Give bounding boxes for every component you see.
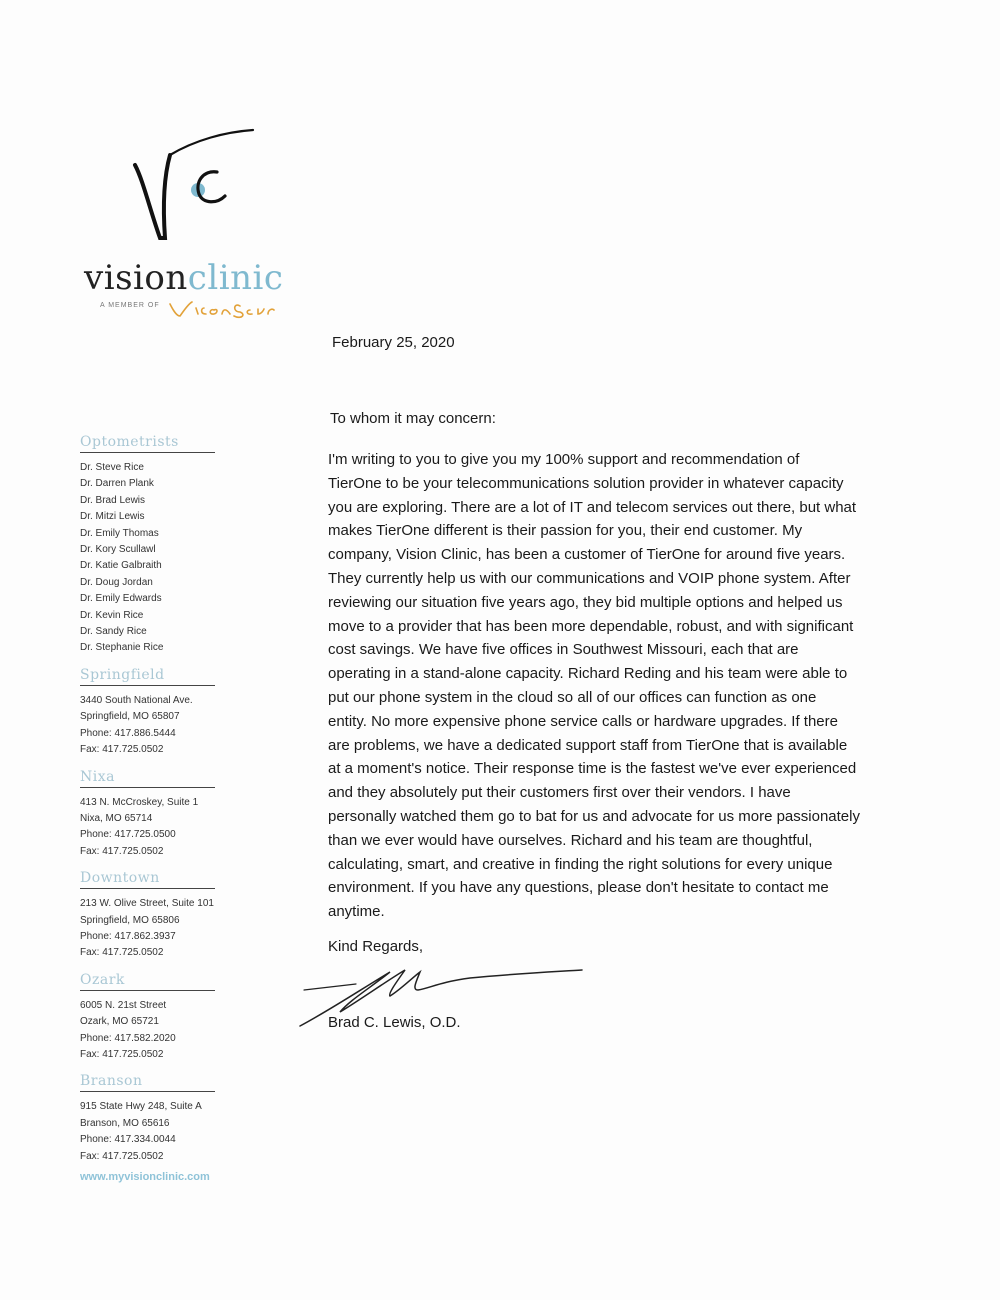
- list-item: Nixa, MO 65714: [80, 812, 153, 824]
- list-item: Phone: 417.886.5444: [80, 727, 176, 739]
- list-item: 413 N. McCroskey, Suite 1: [80, 796, 199, 808]
- section-heading: Optometrists: [80, 434, 215, 453]
- body-line: at a moment's notice. Their response time is the fastest we've ever experienced: [328, 760, 857, 778]
- list-item: Phone: 417.334.0044: [80, 1134, 176, 1146]
- body-line: TierOne to be your telecommunications solution provider in whatever capacity: [328, 474, 844, 492]
- body-line: reviewing our situation five years ago, they bid multiple options and helped us: [328, 593, 843, 611]
- body-line: company, Vision Clinic, has been a customer of TierOne for around five years.: [328, 546, 846, 564]
- section-heading: Branson: [80, 1073, 215, 1092]
- section-ozark: [80, 972, 220, 1064]
- body-line: put our phone system in the cloud so all of our offices can function as one: [328, 688, 817, 706]
- section-nixa: [80, 769, 220, 861]
- list-item: Fax: 417.725.0502: [80, 744, 164, 756]
- list-item: Fax: 417.725.0502: [80, 1048, 164, 1060]
- body-line: cost savings. We have five offices in Southwest Missouri, each that are: [328, 641, 799, 659]
- vision-source-logo-icon: [168, 298, 278, 320]
- section-optometrists: [80, 434, 220, 657]
- letter-date: February 25, 2020: [332, 334, 455, 351]
- body-line: calculating, smart, and creative in finding the right solutions for every unique: [328, 855, 833, 873]
- list-item: Fax: 417.725.0502: [80, 947, 164, 959]
- list-item: Branson, MO 65616: [80, 1117, 170, 1129]
- list-item: Dr. Sandy Rice: [80, 626, 147, 638]
- brand-name-part1: vision: [84, 258, 188, 298]
- list-item: Phone: 417.862.3937: [80, 930, 176, 942]
- section-downtown: [80, 870, 220, 962]
- list-item: Dr. Steve Rice: [80, 462, 144, 473]
- letter-body: [328, 448, 924, 924]
- body-line: anytime.: [328, 903, 385, 921]
- brand-wordmark: [84, 258, 283, 298]
- list-item: Springfield, MO 65807: [80, 711, 180, 723]
- list-item: 3440 South National Ave.: [80, 694, 193, 706]
- list-item: Springfield, MO 65806: [80, 914, 180, 926]
- list-item: Fax: 417.725.0502: [80, 1150, 164, 1162]
- body-line: and they absolutely put their customers first over their vendors. I have: [328, 784, 791, 802]
- body-line: makes TierOne different is their passion for you, their end customer. My: [328, 522, 803, 540]
- list-item: Dr. Katie Galbraith: [80, 560, 162, 572]
- list-item: 213 W. Olive Street, Suite 101: [80, 898, 214, 910]
- section-heading: Ozark: [80, 972, 215, 991]
- list-item: 6005 N. 21st Street: [80, 999, 167, 1011]
- body-line: than we ever would have ourselves. Richard and his team are thoughtful,: [328, 831, 813, 849]
- brand-name-part2: clinic: [187, 258, 284, 298]
- list-item: Ozark, MO 65721: [80, 1016, 159, 1028]
- list-item: Dr. Emily Edwards: [80, 593, 162, 605]
- list-item: Dr. Darren Plank: [80, 478, 154, 490]
- body-line: environment. If you have any questions, please don't hesitate to contact me: [328, 879, 829, 897]
- list-item: Dr. Emily Thomas: [80, 527, 159, 539]
- body-line: I'm writing to you to give you my 100% support and recommendation of: [328, 451, 800, 468]
- section-branson: [80, 1073, 220, 1165]
- list-item: Dr. Stephanie Rice: [80, 642, 164, 654]
- office-directory-sidebar: [80, 434, 220, 1183]
- body-line: They currently help us with our communications and VOIP phone system. After: [328, 569, 851, 587]
- section-heading: Springfield: [80, 667, 215, 686]
- list-item: Dr. Mitzi Lewis: [80, 511, 145, 523]
- body-line: you are exploring. There are a lot of IT and telecom services out there, but what: [328, 498, 857, 516]
- body-line: personally watched them go to bat for us and advocate for us more passionately: [328, 807, 860, 825]
- list-item: Phone: 417.582.2020: [80, 1032, 176, 1044]
- section-heading: Nixa: [80, 769, 215, 788]
- body-line: entity. No more expensive phone service calls or hardware upgrades. If there: [328, 712, 838, 730]
- website-link[interactable]: www.myvisionclinic.com: [80, 1171, 210, 1183]
- letter-salutation: To whom it may concern:: [330, 410, 496, 427]
- list-item: Dr. Doug Jordan: [80, 576, 153, 588]
- list-item: Dr. Brad Lewis: [80, 494, 146, 506]
- letter-closing: Kind Regards,: [328, 938, 424, 955]
- body-line: are problems, we have a dedicated support staff from TierOne that is available: [328, 736, 848, 754]
- member-of-label: A MEMBER OF: [100, 302, 160, 309]
- list-item: Fax: 417.725.0502: [80, 845, 164, 857]
- letter-signer: Brad C. Lewis, O.D.: [328, 1014, 461, 1031]
- body-line: move to a provider that has been more dependable, robust, and with significant: [328, 617, 854, 635]
- list-item: 915 State Hwy 248, Suite A: [80, 1101, 202, 1113]
- vision-clinic-logo-icon: [125, 120, 265, 250]
- list-item: Phone: 417.725.0500: [80, 829, 176, 841]
- section-springfield: [80, 667, 220, 759]
- body-line: operating in a stand-alone capacity. Richard Reding and his team were able to: [328, 665, 848, 683]
- list-item: Dr. Kevin Rice: [80, 609, 144, 621]
- section-heading: Downtown: [80, 870, 215, 889]
- list-item: Dr. Kory Scullawl: [80, 544, 156, 556]
